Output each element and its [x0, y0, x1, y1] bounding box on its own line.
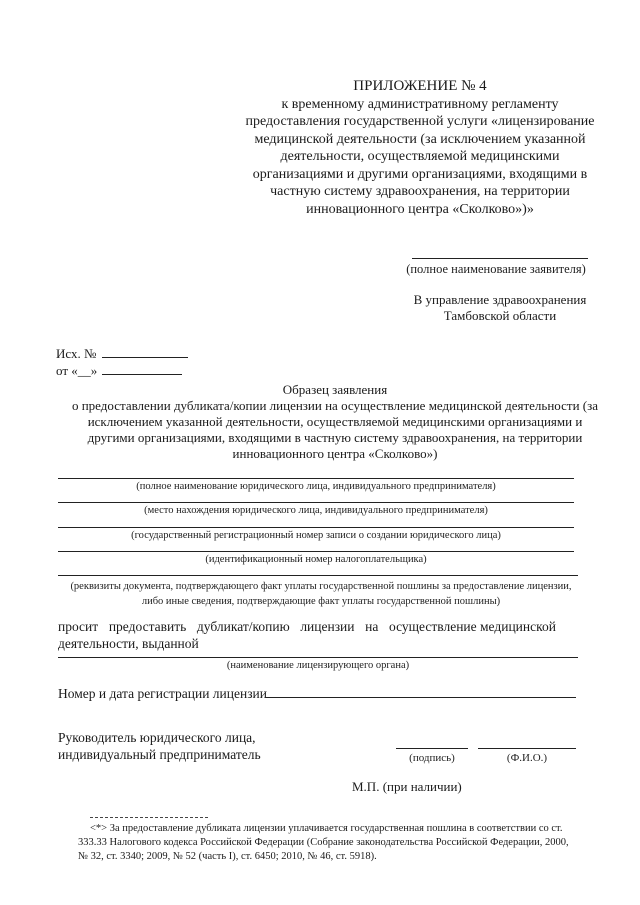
authority-line[interactable]: [58, 657, 578, 658]
annex-title: ПРИЛОЖЕНИЕ № 4: [353, 78, 487, 94]
outgoing-number-field[interactable]: [102, 357, 188, 358]
reg-number-line[interactable]: [58, 527, 574, 528]
fee-caption-line: (реквизиты документа, подтверждающего факт уплаты государственной пошлины за предоставление лицензии,: [70, 581, 572, 592]
request-word: на: [365, 619, 379, 634]
annex-line: организациями и другими организациями, входящими в: [252, 166, 588, 182]
sample-line: другими организациями, входящими в частную систему здравоохранения, на территории: [87, 430, 583, 445]
annex-line: частную систему здравоохранения, на территории: [270, 184, 570, 199]
location-line[interactable]: [58, 502, 574, 503]
signature-caption: (подпись): [409, 752, 455, 764]
signature-label-line: Руководитель юридического лица,: [58, 730, 256, 745]
annex-line: к временному административному регламенту: [281, 96, 559, 112]
applicant-name-line[interactable]: [412, 258, 588, 259]
license-label: Номер и дата регистрации лицензии: [58, 686, 267, 701]
annex-line: медицинской деятельности (за исключением указанной: [254, 131, 586, 147]
recipient-line: Тамбовской области: [443, 308, 557, 323]
footnote-line: 333.33 Налогового кодекса Российской Федерации (Собрание законодательства Российской Федерации, 2000,: [78, 837, 569, 848]
signature-field[interactable]: [396, 748, 468, 749]
sample-line: о предоставлении дубликата/копии лицензии на осуществление медицинской деятельности (за: [71, 398, 599, 413]
recipient-block: [380, 292, 620, 324]
request-word: предоставить: [108, 619, 187, 634]
request-line-2: деятельности, выданной: [58, 636, 199, 651]
footnote-separator: [90, 817, 208, 818]
seal-label: М.П. (при наличии): [352, 779, 462, 794]
legal-name-caption: (полное наименование юридического лица, индивидуального предпринимателя): [136, 481, 496, 492]
sample-line: инновационного центра «Сколково»): [232, 446, 438, 461]
signature-label: [58, 729, 261, 763]
reg-number-caption: (государственный регистрационный номер записи о создании юридического лица): [131, 530, 501, 541]
fullname-field[interactable]: [478, 748, 576, 749]
fee-caption-line: либо иные сведения, подтверждающие факт уплаты государственной пошлины): [141, 596, 501, 607]
request-word: дубликат/копию: [196, 619, 290, 634]
request-word: лицензии: [300, 619, 355, 634]
tax-id-caption: (идентификационный номер налогоплательщика): [205, 554, 427, 565]
annex-line: деятельности, осуществляемой медицинскими: [280, 149, 560, 164]
outgoing-date-field[interactable]: [102, 374, 182, 375]
outgoing-date-label: от «__»: [56, 363, 98, 378]
tax-id-line[interactable]: [58, 551, 574, 552]
annex-header: [200, 78, 640, 218]
fee-caption: [56, 579, 586, 609]
signature-label-line: индивидуальный предприниматель: [58, 747, 261, 762]
request-line-1: [58, 618, 556, 635]
recipient-line: В управление здравоохранения: [413, 292, 587, 307]
authority-caption: (наименование лицензирующего органа): [226, 660, 410, 671]
outgoing-number-label: Исх. №: [56, 346, 97, 361]
request-word: просит: [58, 619, 99, 634]
legal-name-line[interactable]: [58, 478, 574, 479]
annex-line: инновационного центра «Сколково»)»: [306, 201, 534, 217]
sample-title-block: [40, 382, 630, 462]
sample-line: исключением указанной деятельности, осуществляемой медицинскими организациями и: [87, 414, 583, 429]
footnote: [78, 822, 608, 864]
footnote-line: № 32, ст. 3340; 2009, № 52 (часть I), ст. 6450; 2010, № 46, ст. 5918).: [78, 851, 377, 862]
sample-title: Образец заявления: [282, 382, 388, 397]
annex-line: предоставления государственной услуги «лицензирование: [245, 114, 595, 129]
location-caption: (место нахождения юридического лица, индивидуального предпринимателя): [144, 505, 488, 516]
request-text: [58, 618, 556, 652]
fee-document-line[interactable]: [58, 575, 578, 576]
license-number-field[interactable]: [266, 697, 576, 698]
footnote-line: <*> За предоставление дубликата лицензии уплачивается государственная пошлина в соответствии со ст.: [90, 823, 563, 834]
outgoing-block: [56, 345, 97, 379]
fullname-caption: (Ф.И.О.): [506, 752, 548, 764]
request-word: осуществление медицинской: [389, 619, 556, 634]
applicant-caption: (полное наименование заявителя): [406, 262, 586, 276]
